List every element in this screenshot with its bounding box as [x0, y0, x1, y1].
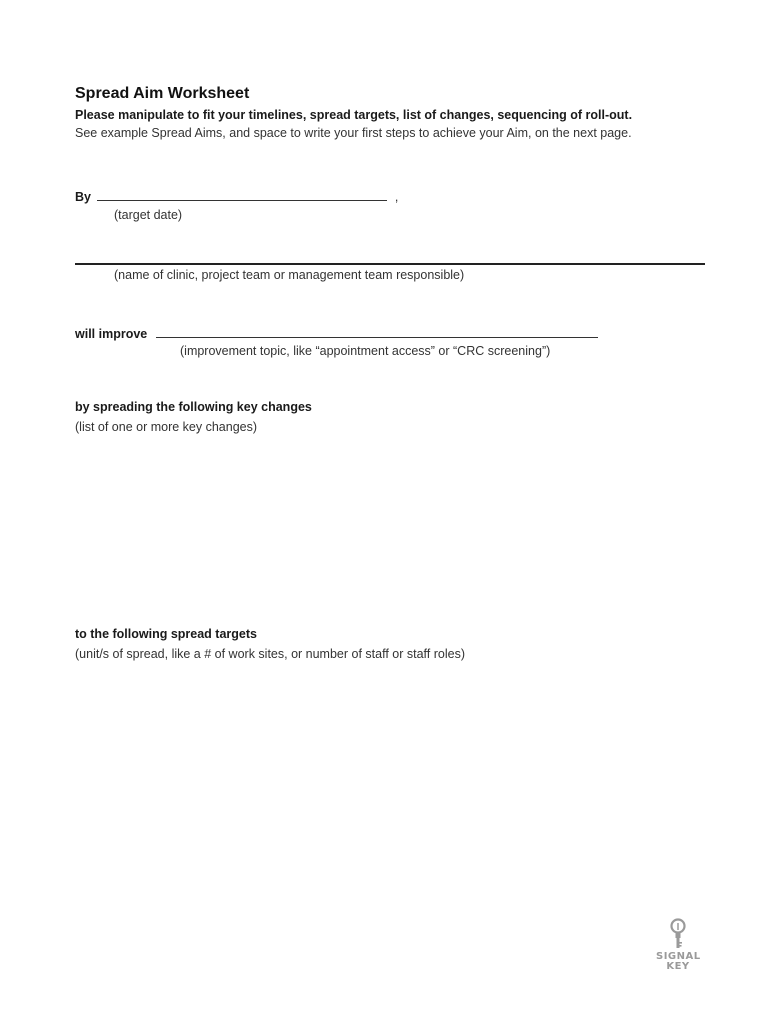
will-improve-line	[75, 325, 598, 343]
improvement-topic-blank[interactable]	[156, 326, 598, 338]
will-improve-label: will improve	[75, 327, 148, 341]
by-label: By	[75, 190, 91, 204]
instructions: See example Spread Aims, and space to write your first steps to achieve your Aim, on the next page.	[75, 126, 632, 140]
responsible-hint: (name of clinic, project team or management team responsible)	[114, 268, 465, 282]
spread-targets-hint: (unit/s of spread, like a # of work sites, or number of staff or staff roles)	[75, 647, 465, 661]
target-date-blank[interactable]	[97, 189, 387, 201]
responsible-blank[interactable]	[75, 263, 705, 265]
target-date-hint: (target date)	[114, 208, 183, 222]
logo-line1: SIGNAL	[656, 951, 701, 962]
instructions-bold: Please manipulate to fit your timelines, spread targets, list of changes, sequencing of roll-out.	[75, 108, 633, 122]
by-trailing-comma: ,	[394, 190, 399, 204]
signal-key-logo	[656, 918, 700, 978]
logo-line2: KEY	[666, 961, 690, 972]
page-title: Spread Aim Worksheet	[75, 85, 250, 102]
key-changes-hint: (list of one or more key changes)	[75, 420, 258, 434]
spread-targets-label: to the following spread targets	[75, 627, 257, 641]
lightbulb-key-icon	[668, 918, 688, 950]
by-line	[75, 188, 398, 206]
key-changes-label: by spreading the following key changes	[75, 400, 312, 414]
improvement-hint: (improvement topic, like “appointment access” or “CRC screening”)	[180, 344, 551, 358]
